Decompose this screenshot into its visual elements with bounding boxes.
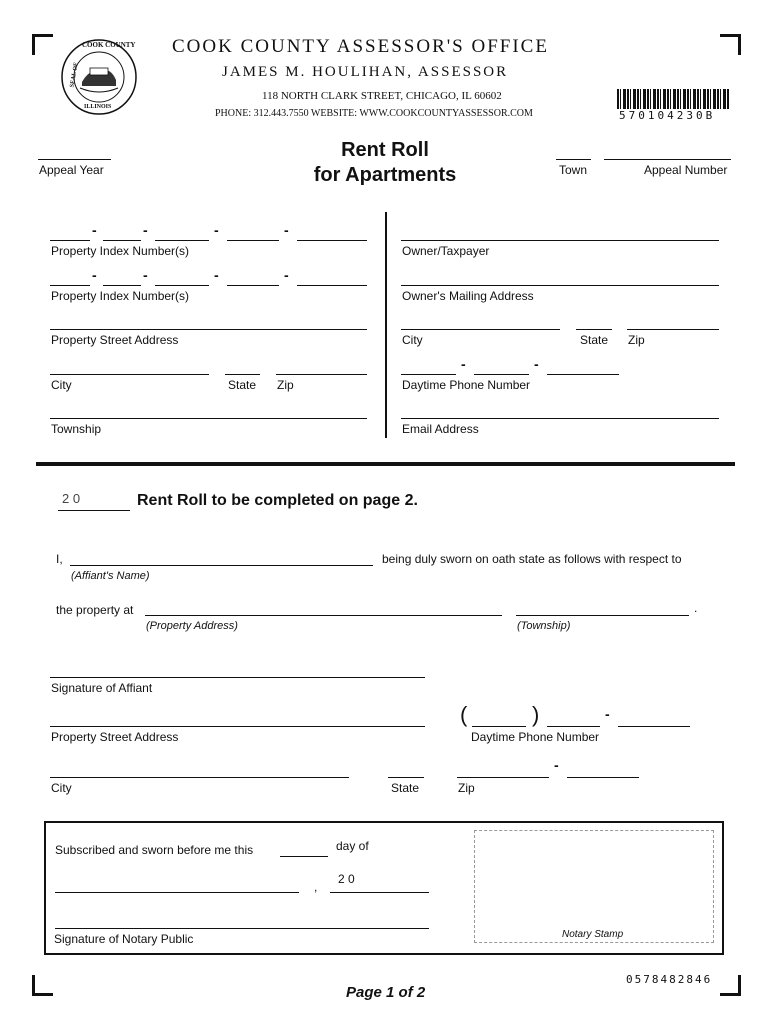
owner-phone-dash1: - (461, 356, 466, 372)
notary-day-field[interactable] (280, 856, 328, 857)
pin1-part4-field[interactable] (227, 240, 279, 241)
pin1-dash3: - (214, 222, 219, 238)
notary-month-field[interactable] (55, 892, 299, 893)
affidavit-i: I, (56, 552, 63, 566)
corner-mark-top-left (32, 34, 53, 55)
owner-phone-label: Daytime Phone Number (402, 378, 531, 392)
form-title-line2: for Apartments (313, 164, 457, 186)
property-state-label: State (228, 378, 257, 392)
pin2-dash4: - (284, 267, 289, 283)
signature-city-label: City (51, 781, 72, 795)
owner-zip-label: Zip (628, 333, 645, 347)
office-title: COOK COUNTY ASSESSOR'S OFFICE (172, 36, 549, 57)
affiant-name-field[interactable] (70, 565, 373, 566)
rent-roll-note: Rent Roll to be completed on page 2. (137, 492, 418, 509)
pin2-part3-field[interactable] (155, 285, 209, 286)
pin2-dash3: - (214, 267, 219, 283)
county-seal (60, 38, 138, 116)
owner-label: Owner/Taxpayer (402, 244, 490, 258)
office-phone-website: PHONE: 312.443.7550 WEBSITE: WWW.COOKCOUNTYASSESSOR.COM (215, 108, 533, 119)
pin1-part5-field[interactable] (297, 240, 367, 241)
owner-zip-field[interactable] (627, 329, 719, 330)
signature-zip-dash: - (554, 757, 559, 773)
affiant-signature-label: Signature of Affiant (51, 681, 153, 695)
affidavit-property-address-label: (Property Address) (146, 620, 238, 632)
email-label: Email Address (402, 422, 479, 436)
signature-phone-label: Daytime Phone Number (471, 730, 600, 744)
pin1-dash2: - (143, 222, 148, 238)
corner-mark-top-right (720, 34, 741, 55)
pin1-label: Property Index Number(s) (51, 244, 190, 258)
appeal-year-field[interactable] (38, 159, 111, 160)
pin1-part3-field[interactable] (155, 240, 209, 241)
seal-text-side: SEAL OF (69, 62, 80, 88)
owner-phone-dash2: - (534, 356, 539, 372)
notary-stamp-area[interactable] (474, 830, 714, 943)
property-city-label: City (51, 378, 72, 392)
owner-field[interactable] (401, 240, 719, 241)
phone-paren-open: ( (460, 702, 468, 727)
pin1-dash1: - (92, 222, 97, 238)
year-prefix: 2 0 (62, 491, 81, 506)
signature-phone-dash: - (605, 706, 610, 722)
signature-street-field[interactable] (50, 726, 425, 727)
year-field[interactable] (58, 510, 130, 511)
mailing-address-label: Owner's Mailing Address (402, 289, 534, 303)
pin2-part5-field[interactable] (297, 285, 367, 286)
affidavit-township-label: (Township) (517, 620, 571, 632)
affiant-signature-field[interactable] (50, 677, 425, 678)
signature-phone-area-field[interactable] (472, 726, 526, 727)
signature-state-label: State (391, 781, 420, 795)
email-field[interactable] (401, 418, 719, 419)
appeal-number-label: Appeal Number (644, 163, 728, 177)
township-label: Township (51, 422, 102, 436)
corner-mark-bottom-left (32, 975, 53, 996)
notary-day-of-text: day of (336, 839, 369, 853)
property-street-field[interactable] (50, 329, 367, 330)
owner-phone-area-field[interactable] (401, 374, 456, 375)
owner-phone-prefix-field[interactable] (474, 374, 529, 375)
property-city-field[interactable] (50, 374, 209, 375)
barcode (617, 89, 729, 109)
pin2-label: Property Index Number(s) (51, 289, 190, 303)
owner-city-field[interactable] (401, 329, 560, 330)
pin2-part2-field[interactable] (103, 285, 141, 286)
pin1-part2-field[interactable] (103, 240, 141, 241)
affidavit-period: . (694, 601, 698, 615)
seal-text-top: COOK COUNTY (82, 41, 136, 49)
township-field[interactable] (50, 418, 367, 419)
assessor-name: JAMES M. HOULIHAN, ASSESSOR (222, 64, 509, 80)
signature-city-field[interactable] (50, 777, 349, 778)
form-title-line1: Rent Roll (341, 139, 429, 161)
notary-year-prefix: 2 0 (338, 872, 355, 886)
notary-stamp-label: Notary Stamp (562, 929, 624, 940)
pin2-part1-field[interactable] (50, 285, 90, 286)
notary-comma: , (314, 880, 318, 894)
owner-city-label: City (402, 333, 423, 347)
section-separator (36, 462, 735, 466)
appeal-number-field[interactable] (604, 159, 731, 160)
notary-subscribed-text: Subscribed and sworn before me this (55, 843, 254, 857)
notary-signature-label: Signature of Notary Public (54, 932, 194, 946)
owner-state-label: State (580, 333, 609, 347)
affidavit-property-address-field[interactable] (145, 615, 502, 616)
town-field[interactable] (556, 159, 591, 160)
affidavit-sworn-text: being duly sworn on oath state as follows with respect to (382, 552, 682, 566)
affidavit-township-field[interactable] (516, 615, 689, 616)
signature-state-field[interactable] (388, 777, 424, 778)
phone-paren-close: ) (532, 702, 540, 727)
notary-year-field[interactable] (330, 892, 429, 893)
property-street-label: Property Street Address (51, 333, 179, 347)
document-number: 0578482846 (626, 973, 713, 986)
page-indicator: Page 1 of 2 (346, 984, 426, 1001)
signature-zip-part2-field[interactable] (567, 777, 639, 778)
property-zip-label: Zip (277, 378, 294, 392)
property-zip-field[interactable] (276, 374, 367, 375)
owner-state-field[interactable] (576, 329, 612, 330)
signature-phone-prefix-field[interactable] (547, 726, 600, 727)
mailing-address-field[interactable] (401, 285, 719, 286)
property-state-field[interactable] (225, 374, 260, 375)
property-at-text: the property at (56, 603, 134, 617)
appeal-year-label: Appeal Year (39, 163, 104, 177)
corner-mark-bottom-right (720, 975, 741, 996)
barcode-number: 570104230B (619, 109, 716, 122)
column-divider (385, 212, 387, 438)
office-address: 118 NORTH CLARK STREET, CHICAGO, IL 60602 (262, 90, 502, 102)
signature-street-label: Property Street Address (51, 730, 179, 744)
owner-phone-line-field[interactable] (547, 374, 619, 375)
signature-phone-line-field[interactable] (618, 726, 690, 727)
pin1-dash4: - (284, 222, 289, 238)
pin2-dash1: - (92, 267, 97, 283)
pin2-part4-field[interactable] (227, 285, 279, 286)
town-label: Town (559, 163, 588, 177)
signature-zip-part1-field[interactable] (457, 777, 549, 778)
affiant-name-label: (Affiant's Name) (71, 570, 150, 582)
signature-zip-label: Zip (458, 781, 475, 795)
notary-signature-field[interactable] (55, 928, 429, 929)
form-title (290, 138, 480, 188)
pin2-dash2: - (143, 267, 148, 283)
seal-text-bottom: ILLINOIS (84, 104, 112, 110)
pin1-part1-field[interactable] (50, 240, 90, 241)
